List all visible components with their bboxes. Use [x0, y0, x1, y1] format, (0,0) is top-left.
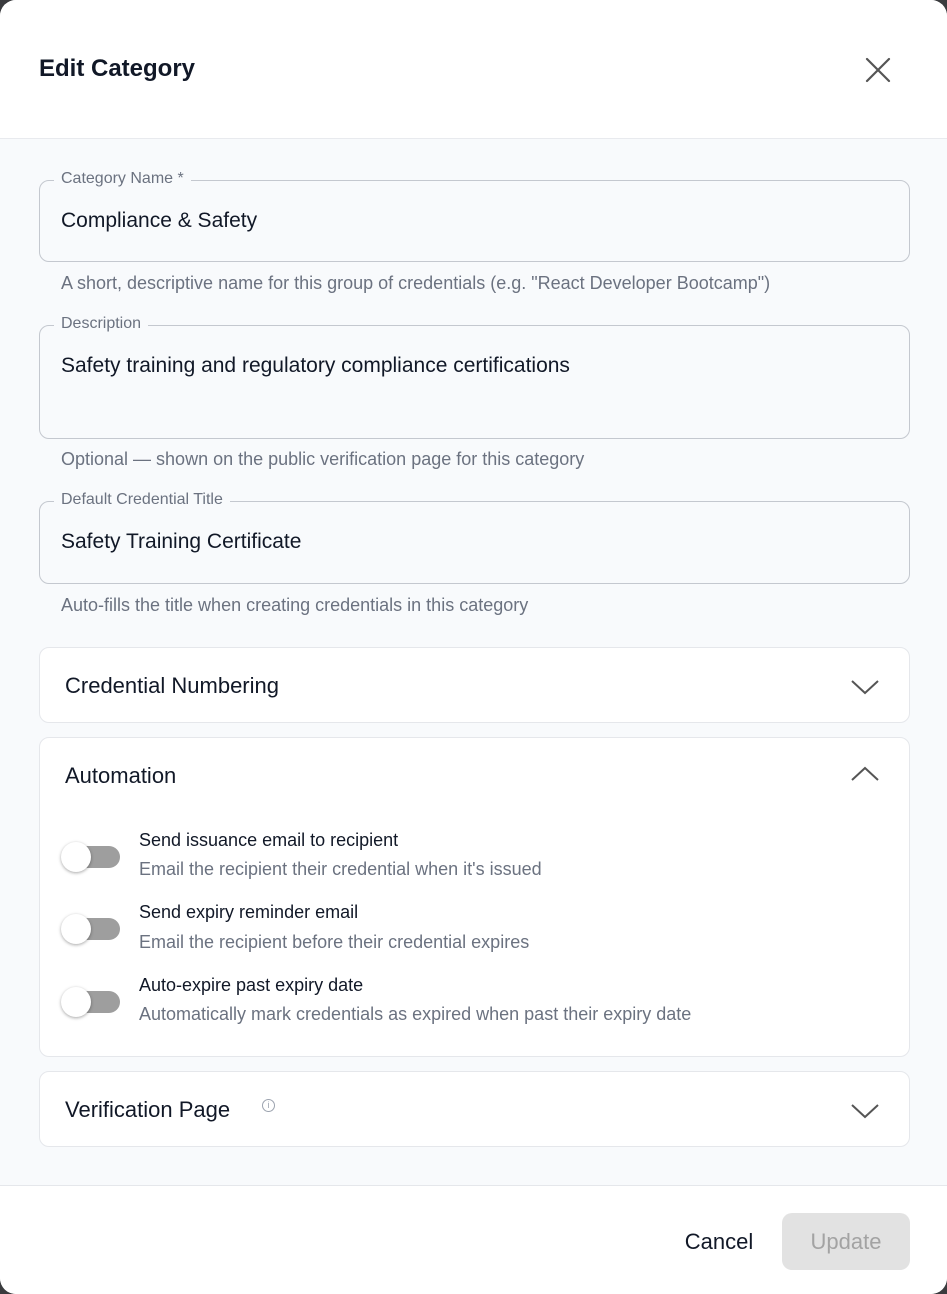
issuance-email-toggle[interactable]	[62, 841, 122, 871]
toggle-label: Send expiry reminder email	[139, 902, 359, 922]
section-title: Verification Page	[65, 1097, 231, 1122]
chevron-up-icon[interactable]	[850, 765, 880, 783]
dialog-body	[0, 139, 947, 1185]
expiry-reminder-toggle[interactable]	[62, 913, 122, 943]
description-field[interactable]	[39, 315, 910, 439]
dialog-footer	[0, 1185, 947, 1294]
automation-section	[39, 737, 910, 1057]
toggle-description: Email the recipient their credential when it's issued	[139, 859, 542, 879]
toggle-description: Email the recipient before their credential expires	[139, 932, 530, 952]
toggle-description: Automatically mark credentials as expired when past their expiry date	[139, 1004, 692, 1024]
dialog-header	[0, 0, 947, 139]
cancel-button[interactable]: Cancel	[684, 1229, 754, 1254]
field-label: Category Name *	[54, 170, 191, 188]
category-name-field[interactable]	[39, 170, 910, 262]
dialog-title: Edit Category	[39, 55, 196, 82]
info-icon[interactable]: i	[262, 1099, 275, 1112]
field-label: Default Credential Title	[54, 491, 230, 509]
field-help: A short, descriptive name for this group of credentials (e.g. "React Developer Bootcamp")	[61, 273, 771, 293]
default-title-field[interactable]	[39, 491, 910, 584]
credential-numbering-section[interactable]	[39, 647, 910, 723]
close-icon[interactable]	[860, 52, 896, 88]
verification-page-section[interactable]	[39, 1071, 910, 1147]
field-help: Optional — shown on the public verification page for this category	[61, 449, 585, 469]
chevron-down-icon[interactable]	[850, 678, 880, 696]
auto-expire-toggle[interactable]	[62, 986, 122, 1016]
field-help: Auto-fills the title when creating credentials in this category	[61, 595, 529, 615]
field-value: Safety Training Certificate	[61, 530, 302, 553]
section-title: Automation	[65, 763, 177, 788]
section-title: Credential Numbering	[65, 673, 279, 698]
field-value: Compliance & Safety	[61, 209, 258, 232]
toggle-label: Send issuance email to recipient	[139, 830, 399, 850]
toggle-label: Auto-expire past expiry date	[139, 975, 364, 995]
field-value: Safety training and regulatory compliance certifications	[61, 354, 570, 377]
chevron-down-icon[interactable]	[850, 1102, 880, 1120]
field-label: Description	[54, 315, 148, 333]
update-button[interactable]: Update	[782, 1213, 910, 1270]
